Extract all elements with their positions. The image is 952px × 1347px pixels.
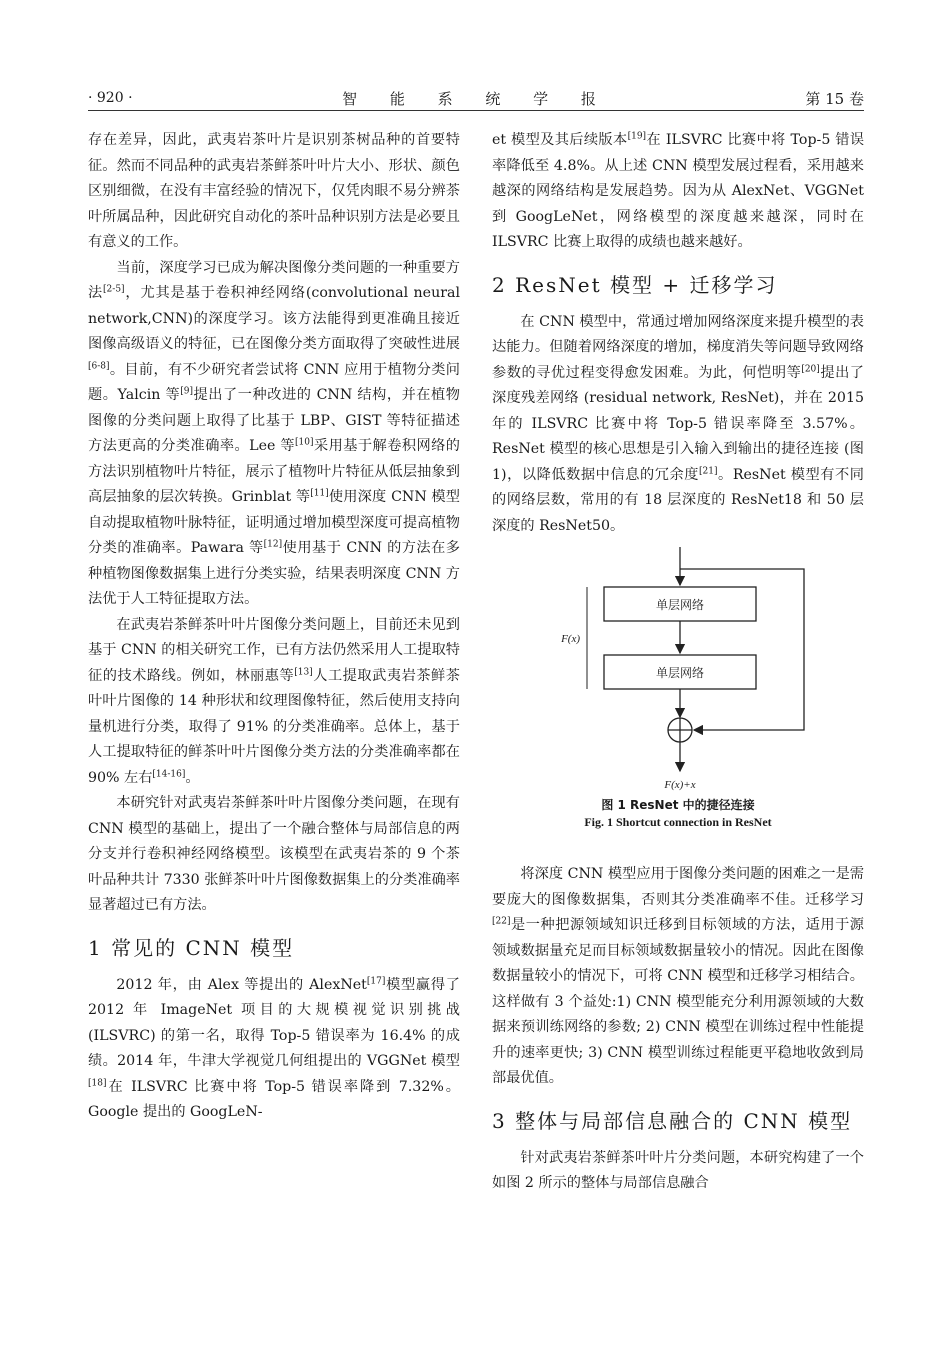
- section-heading: 3 整体与局部信息融合的 CNN 模型: [492, 1108, 853, 1133]
- paragraph: 在武夷岩茶鲜茶叶叶片图像分类问题上，目前还未见到基于 CNN 的相关研究工作，已有方法仍然采用人工提取特征的技术路线。例如，林丽惠等[13]人工提取武夷岩茶鲜茶叶叶片图像的 14 种形状和纹理图像特征，然后使用支持向量机进行分类，取得了 91% 的分类准确率。总体上，基于人工提取特征的鲜茶叶叶片图像分类方法的分类准确率都在 90% 左右[14-16]。: [88, 616, 460, 786]
- citation: [18]: [88, 1077, 107, 1088]
- resnet-diagram: [492, 547, 864, 827]
- journal-title: 智 能 系 统 学 报: [342, 90, 610, 108]
- resnet-shortcut-figure: [492, 547, 864, 862]
- citation: [21]: [699, 465, 718, 476]
- citation: [12]: [263, 539, 283, 550]
- citation: [22]: [492, 916, 511, 927]
- citation: [6-8]: [88, 360, 110, 371]
- citation: [14-16]: [152, 768, 186, 779]
- citation: [13]: [294, 666, 313, 677]
- paragraph: 针对武夷岩茶鲜茶叶叶片分类问题，本研究构建了一个如图 2 所示的整体与局部信息融合: [492, 1149, 864, 1191]
- paragraph: et 模型及其后续版本[19]在 ILSVRC 比赛中将 Top-5 错误率降低至 4.8%。从上述 CNN 模型发展过程看，采用越来越深的网络结构是发展趋势。因为从 AlexNet、VGGNet 到 GoogLeNet，网络模型的深度越来越深，同时在 ILSVRC 比赛上取得的成绩也越来越好。: [492, 131, 865, 250]
- citation: [20]: [801, 363, 820, 374]
- citation: [11]: [310, 488, 329, 499]
- paragraph: 当前，深度学习已成为解决图像分类问题的一种重要方法[2-5]，尤其是基于卷积神经网络(convolutional neural network,CNN)的深度学习。该方法能得到更准确且接近图像高级语义的特征，已在图像分类方面取得了突破性进展[6-8]。目前，有不少研究者尝试将 CNN 应用于植物分类问题。Yalcin 等[9]提出了一种改进的 CNN 结构，并在植物图像的分类问题上取得了比基于 LBP、GIST 等特征描述方法更高的分类准确率。Lee 等[10]采用基于解卷积网络的方法识别植物叶片特征，展示了植物叶片特征从低层抽象到高层抽象的层次转换。Grinblat 等[11]使用深度 CNN 模型自动提取植物叶脉特征，证明通过增加模型深度可提高植物分类的准确率。Pawara 等[12]使用基于 CNN 的方法在多种植物图像数据集上进行分类实验，结果表明深度 CNN 方法优于人工特征提取方法。: [88, 259, 460, 607]
- figure-caption-en: Fig. 1 Shortcut connection in ResNet: [584, 815, 772, 829]
- left-column: [88, 128, 460, 1126]
- paragraph: 2012 年，由 Alex 等提出的 AlexNet[17]模型赢得了 2012 年 ImageNet 项目的大规模视觉识别挑战 (ILSVRC) 的第一名，取得 Top-5 错误率为 16.4% 的成绩。2014 年，牛津大学视觉几何组提出的 VGGNet 模型[18]在 ILSVRC 比赛中将 Top-5 错误率降到 7.32%。Google 提出的 GoogLeN-: [88, 975, 460, 1120]
- layer-label-2: 单层网络: [655, 666, 705, 680]
- citation: [2-5]: [103, 284, 125, 295]
- section-heading: 1 常见的 CNN 模型: [88, 935, 295, 960]
- volume-label: 第 15 卷: [805, 90, 864, 108]
- paragraph: 本研究针对武夷岩茶鲜茶叶叶片图像分类问题，在现有 CNN 模型的基础上，提出了一个融合整体与局部信息的两分支并行卷积神经网络模型。该模型在武夷岩茶的 9 个茶叶品种共计 7330 张鲜茶叶叶片图像数据集上的分类准确率显著超过已有方法。: [88, 795, 460, 913]
- output-label: F(x)+x: [664, 779, 696, 791]
- citation: [9]: [180, 386, 193, 397]
- paragraph: 将深度 CNN 模型应用于图像分类问题的困难之一是需要庞大的图像数据集，否则其分类准确率不佳。迁移学习[22]是一种把源领域知识迁移到目标领域的方法，适用于源领域数据量充足而目标领域数据量较小的情况。因此在图像数据量较小的情况下，可将 CNN 模型和迁移学习相结合。这样做有 3 个益处:1) CNN 模型能充分利用源领域的大数据来预训练网络的参数; 2) CNN 模型在训练过程中性能提升的速率更快; 3) CNN 模型训练过程能更平稳地收敛到局部最优值。: [492, 866, 864, 1086]
- page-number: · 920 ·: [88, 90, 133, 106]
- citation: [17]: [366, 975, 386, 986]
- page-header: [88, 82, 864, 111]
- section-heading: 2 ResNet 模型 + 迁移学习: [492, 272, 778, 297]
- layer-label-1: 单层网络: [655, 598, 705, 612]
- fx-label: F(x): [561, 633, 580, 645]
- citation: [10]: [295, 437, 314, 448]
- paragraph: 存在差异，因此，武夷岩茶叶片是识别茶树品种的首要特征。然而不同品种的武夷岩茶鲜茶叶叶片大小、形状、颜色区别细微，在没有丰富经验的情况下，仅凭肉眼不易分辨茶叶所属品种，因此研究自动化的茶叶品种识别方法是必要且有意义的工作。: [88, 132, 460, 250]
- figure-caption-cn: 图 1 ResNet 中的捷径连接: [601, 798, 755, 812]
- citation: [19]: [627, 131, 647, 142]
- right-column: [492, 128, 864, 1197]
- paragraph: 在 CNN 模型中，常通过增加网络深度来提升模型的表达能力。但随着网络深度的增加，梯度消失等问题导致网络参数的寻优过程变得愈发困难。为此，何恺明等[20]提出了深度残差网络 (residual network, ResNet)，并在 2015 年的 ILSVRC 比赛中将 Top-5 错误率降至 3.57%。ResNet 模型的核心思想是引入输入到输出的捷径连接 (图 1)，以降低数据中信息的冗余度[21]。ResNet 模型有不同的网络层数，常用的有 18 层深度的 ResNet18 和 50 层深度的 ResNet50。: [492, 313, 864, 534]
